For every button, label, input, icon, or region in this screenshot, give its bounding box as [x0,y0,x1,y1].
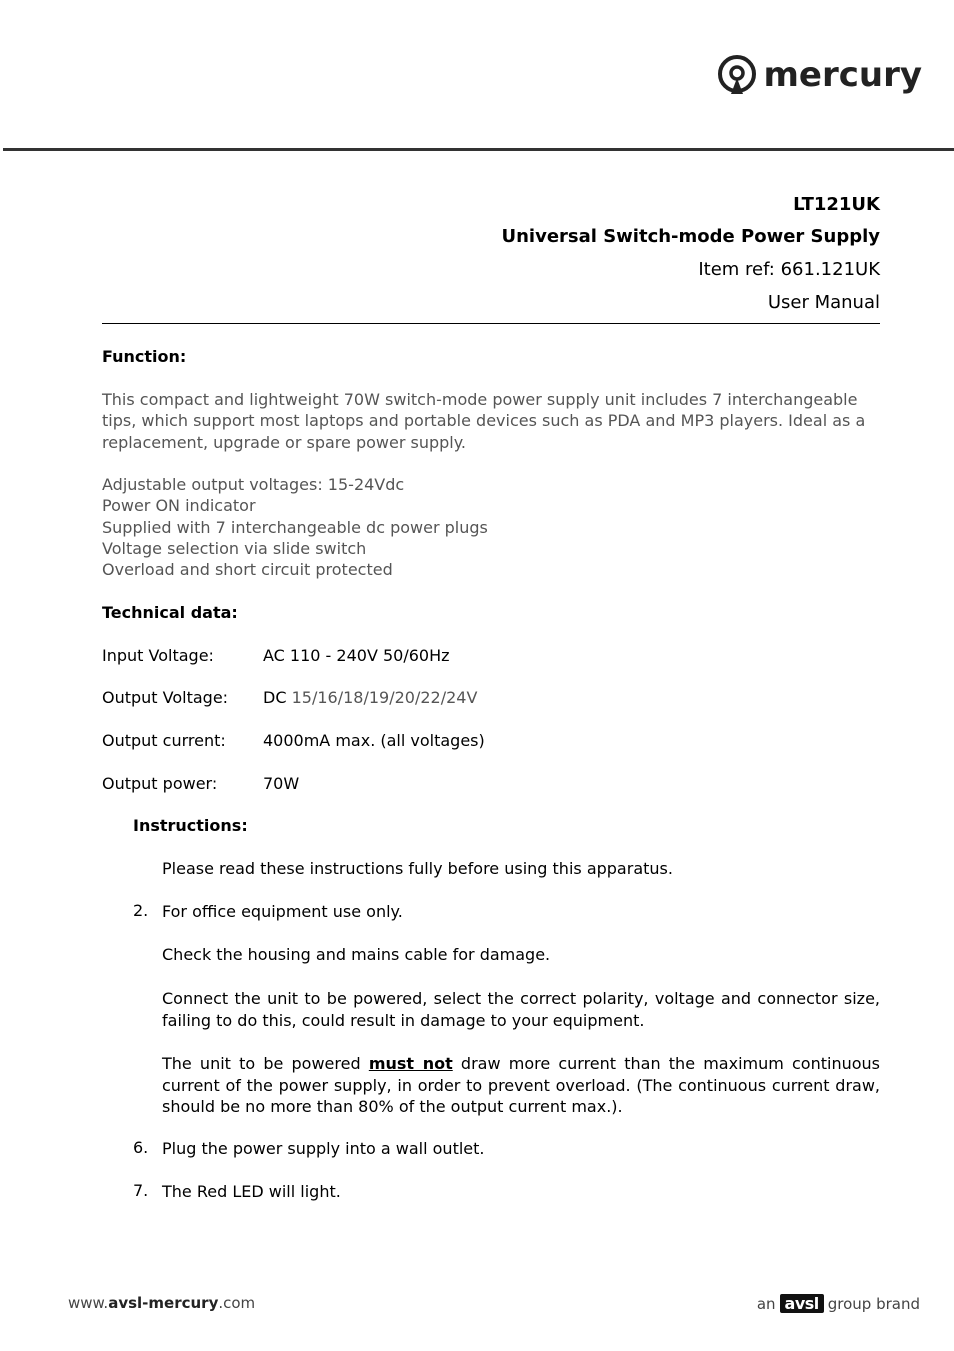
title-divider [102,323,880,324]
input-voltage-value: AC 110 - 240V 50/60Hz [263,646,450,665]
instruction-item: Connect the unit to be powered, select the correct polarity, voltage and connector size, failing to do this, could result in damage to your equipment. [162,989,880,1030]
logo-wordmark: mercury [763,55,922,95]
function-paragraph: This compact and lightweight 70W switch-mode power supply unit includes 7 interchangeable tips, which support most laptops and portable devices such as PDA and MP3 players. Ideal as a replacement, upgrade or spare power supply. [102,390,866,452]
instruction-item: Check the housing and mains cable for damage. [162,945,551,964]
footer-brand-prefix: an [756,1295,776,1313]
instruction-number: 7. [133,1181,149,1200]
footer-url-prefix: www. [68,1294,109,1312]
header-divider [3,148,954,151]
technical-heading: Technical data: [102,603,238,622]
instruction-item [162,1053,880,1118]
feature-item: Power ON indicator [102,496,256,516]
instruction-text: The unit to be powered [162,1054,369,1073]
model-number: LT121UK [793,194,880,215]
instruction-number: 6. [133,1138,149,1157]
footer-url-suffix: .com [218,1294,256,1312]
footer-url [68,1294,255,1312]
instruction-number: 2. [133,901,149,920]
footer-brand [757,1294,920,1313]
document-type: User Manual [767,292,880,313]
footer-brand-suffix: group brand [827,1295,920,1313]
feature-list [102,474,488,580]
output-voltage-value [263,688,477,708]
instruction-item: For office equipment use only. [162,902,403,921]
instruction-text: draw more current than the maximum continuous current of the power supply, in order to prevent overload. (The continuous current draw, should be no more than 80% of the output current max.). [162,1054,880,1116]
product-title: Universal Switch-mode Power Supply [501,226,880,247]
feature-item: Voltage selection via slide switch [102,538,367,558]
output-voltage-label: Output Voltage: [102,688,229,707]
output-power-value: 70W [263,774,300,793]
instructions-heading: Instructions: [133,816,248,835]
output-power-label: Output power: [102,774,218,793]
input-voltage-label: Input Voltage: [102,646,214,665]
instruction-item: Plug the power supply into a wall outlet. [162,1139,485,1158]
output-current-value: 4000mA max. (all voltages) [263,731,485,750]
mercury-logo-icon [717,54,757,96]
feature-item: Adjustable output voltages: 15-24Vdc [102,475,405,494]
output-voltage-prefix: DC [263,688,292,707]
mercury-logo [717,54,922,96]
function-heading: Function: [102,347,187,366]
instruction-item: The Red LED will light. [162,1182,341,1201]
instruction-emphasis: must not [368,1054,453,1073]
avsl-logo: avsl [780,1294,824,1313]
instruction-item: Please read these instructions fully before using this apparatus. [162,859,673,878]
footer-url-brand: avsl-mercury [108,1294,219,1312]
feature-item: Supplied with 7 interchangeable dc power plugs [102,517,488,537]
feature-item: Overload and short circuit protected [102,560,393,580]
item-ref: Item ref: 661.121UK [698,259,880,280]
output-voltage-levels: 15/16/18/19/20/22/24V [291,688,478,707]
output-current-label: Output current: [102,731,226,750]
